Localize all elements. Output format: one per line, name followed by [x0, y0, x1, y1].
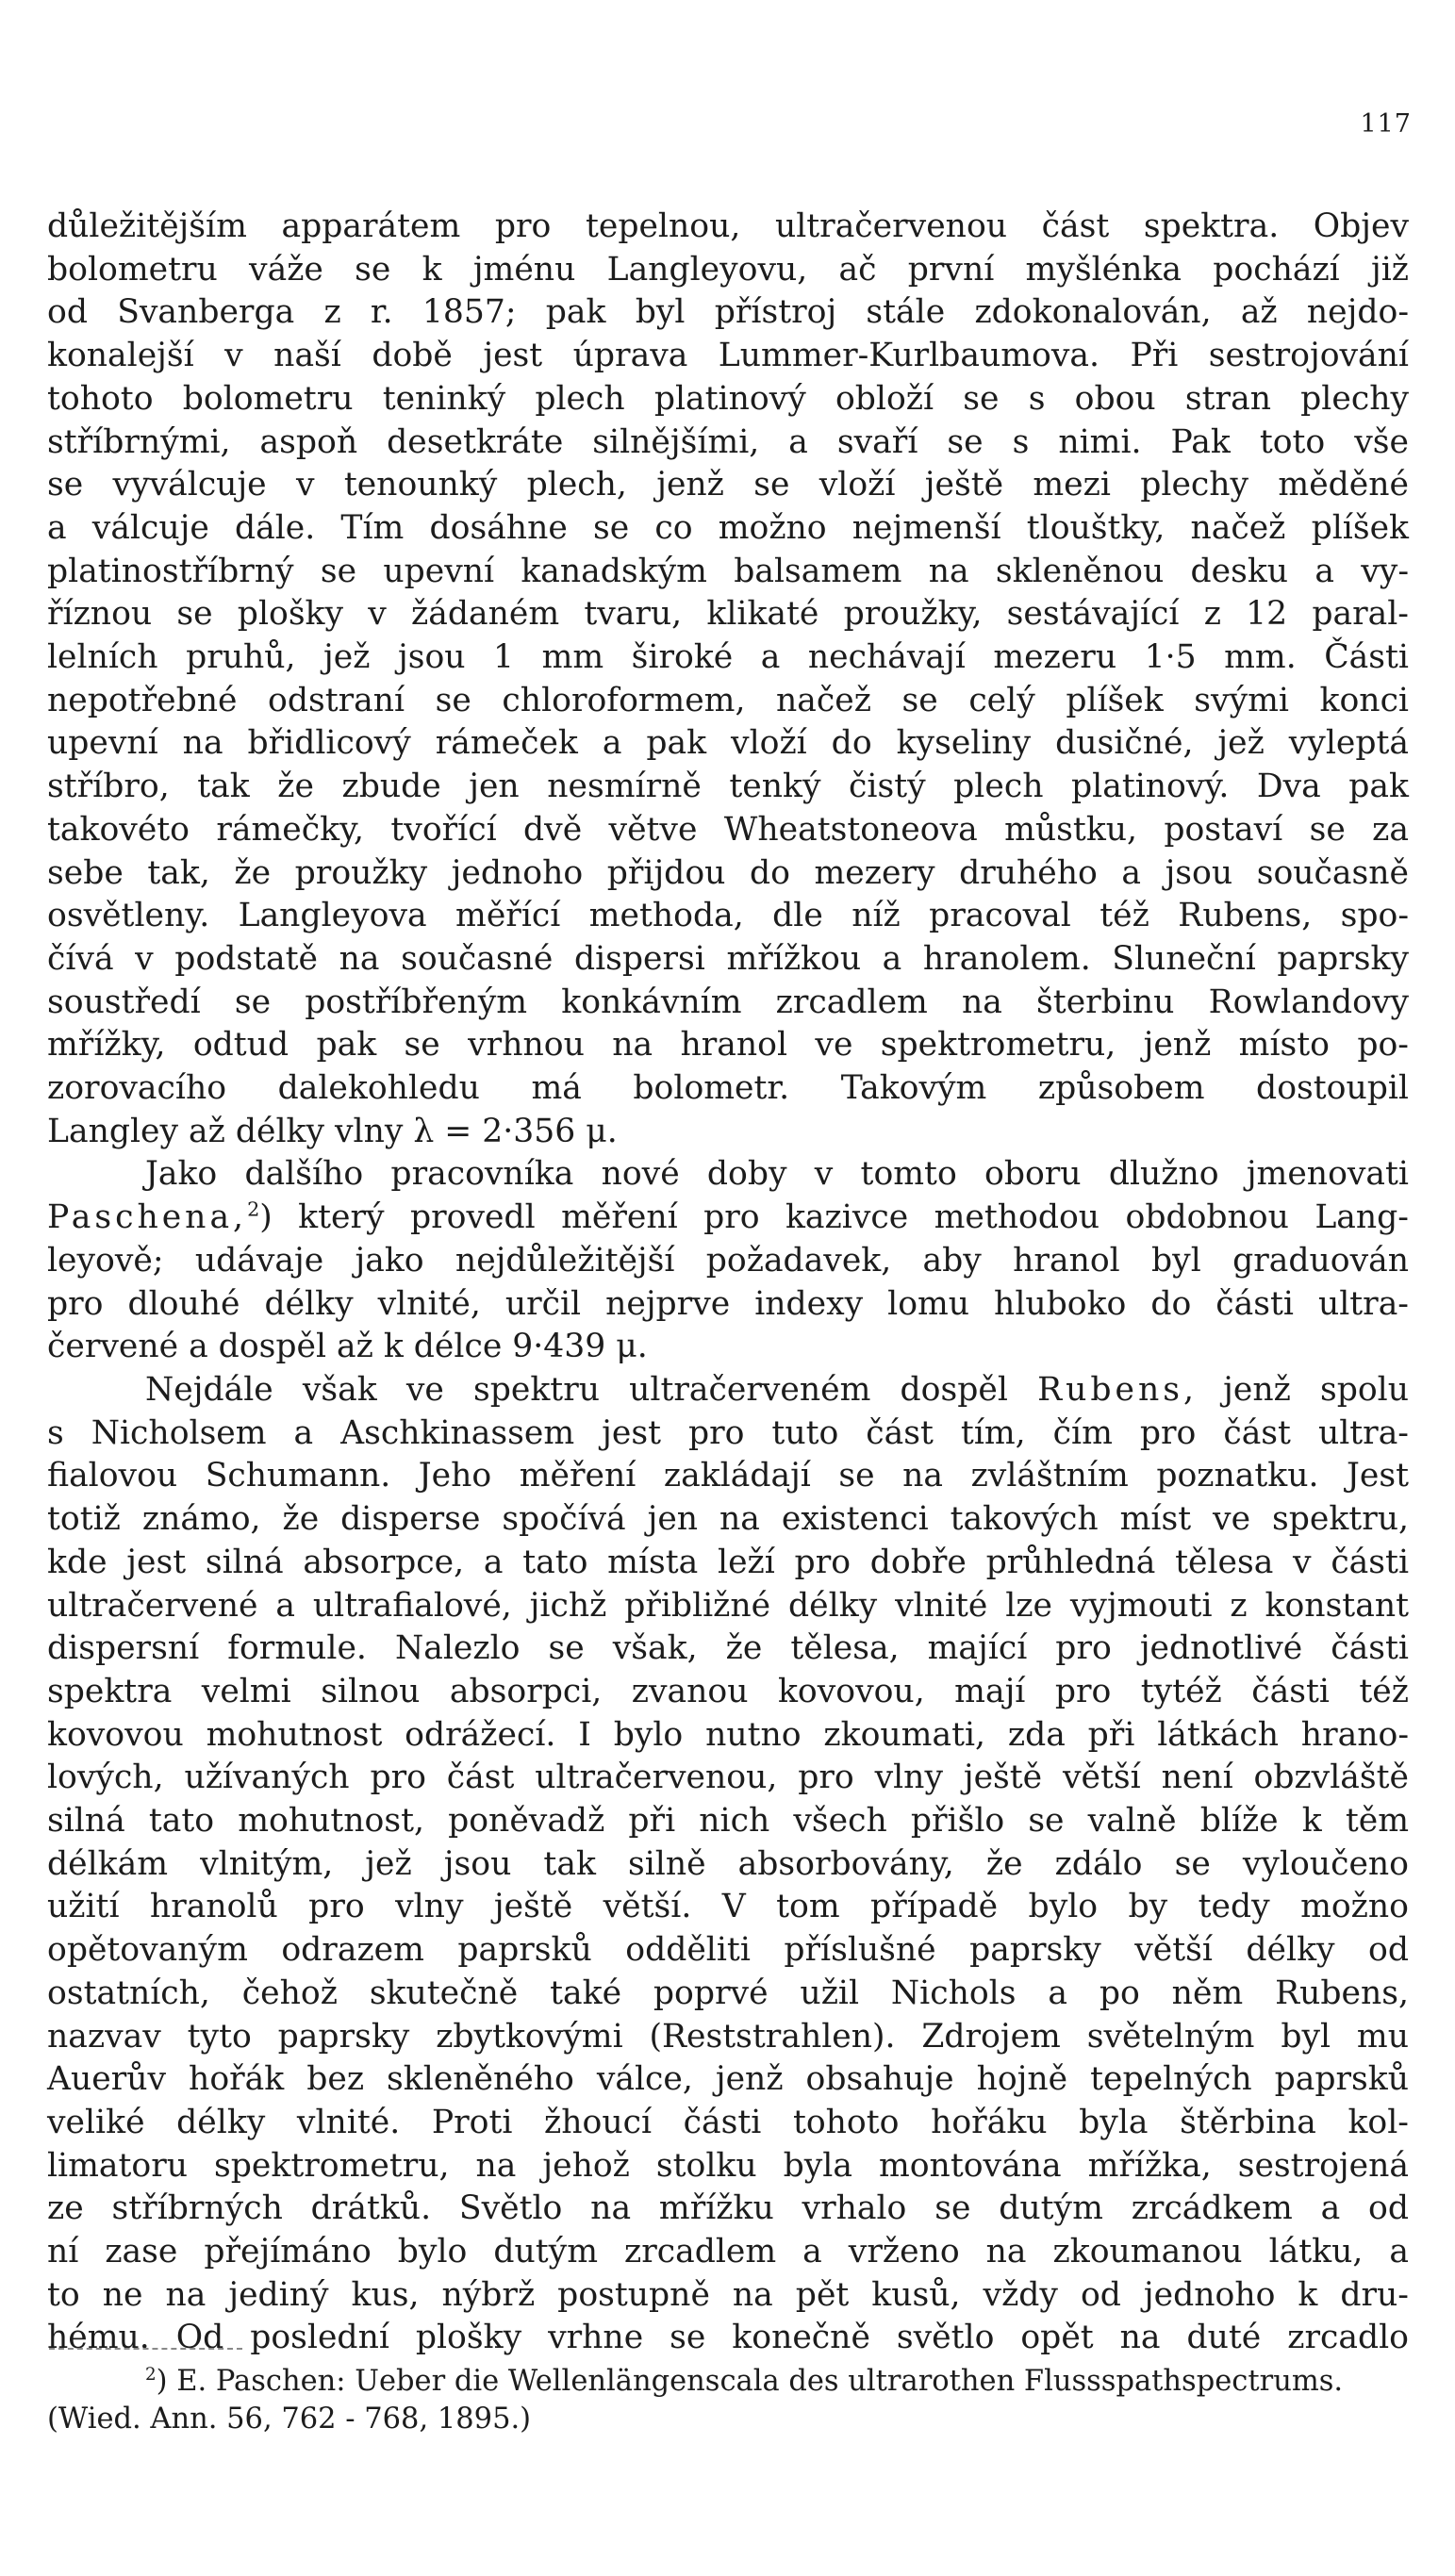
author-name-paschen: Paschena,	[47, 1198, 248, 1237]
text-fragment: , jenž spolu	[1183, 1370, 1409, 1409]
paragraph-rubens-lines	[47, 1412, 1409, 2360]
author-name-rubens: Rubens	[1037, 1370, 1183, 1409]
text-line: konalejší v naší době jest úprava Lummer-Kurlbaumova. Při sestrojování	[47, 337, 1409, 375]
text-line: takovéto rámečky, tvořící dvě větve Wheatstoneova můstku, postaví se za	[47, 810, 1409, 849]
text-line: zorovacího dalekohledu má bolometr. Takovým způsobem dostoupil	[47, 1069, 1409, 1108]
text-line: od Svanberga z r. 1857; pak byl přístroj stále zdokonalován, až nejdo-	[47, 293, 1409, 332]
text-line: Langley až délky vlny λ = 2·356 μ.	[47, 1112, 618, 1150]
text-line: stříbro, tak že zbude jen nesmírně tenký čistý plech platinový. Dva pak	[47, 768, 1409, 806]
text-line	[47, 1197, 1409, 1240]
text-line: soustředí se postříbřeným konkávním zrcadlem na šterbinu Rowlandovy	[47, 983, 1409, 1021]
text-line: délkám vlnitým, jež jsou tak silně absorbovány, že zdálo se vyloučeno	[47, 1844, 1409, 1883]
text-line: fialovou Schumann. Jeho měření zakládají se na zvláštním poznatku. Jest	[47, 1457, 1409, 1495]
text-line: s Nicholsem a Aschkinassem jest pro tuto část tím, čím pro část ultra-	[47, 1413, 1409, 1452]
text-line: nazvav tyto paprsky zbytkovými (Reststrahlen). Zdrojem světelným byl mu	[47, 2017, 1409, 2056]
text-line: lelních pruhů, jež jsou 1 mm široké a nechávají mezeru 1·5 mm. Části	[47, 638, 1409, 677]
text-line: důležitějším apparátem pro tepelnou, ultračervenou část spektra. Objev	[47, 207, 1409, 245]
text-line: veliké délky vlnité. Proti žhoucí části tohoto hořáku byla štěrbina kol-	[47, 2103, 1409, 2141]
text-line: ní zase přejímáno bylo dutým zrcadlem a vrženo na zkoumanou látku, a	[47, 2233, 1409, 2271]
text-line: stříbrnými, aspoň desetkráte silnějšími, a svaří se s nimi. Pak toto vše	[47, 422, 1409, 461]
text-line: a válcuje dále. Tím dosáhne se co možno nejmenší tlouštky, načež plíšek	[47, 508, 1409, 547]
footnote	[47, 2363, 1409, 2438]
body-text	[47, 206, 1409, 2360]
paragraph-bolometer	[47, 206, 1409, 1153]
text-line: silná tato mohutnost, poněvadž při nich všech přišlo se valně blíže k těm	[47, 1802, 1409, 1841]
text-line: Auerův hořák bez skleněného válce, jenž obsahuje hojně tepelných paprsků	[47, 2060, 1409, 2099]
text-line: spektra velmi silnou absorpci, zvanou kovovou, mají pro tytéž části též	[47, 1672, 1409, 1710]
text-line: Jako dalšího pracovníka nové doby v tomto oboru dlužno jmenovati	[145, 1155, 1409, 1194]
footnote-reference[interactable]: 2	[247, 1197, 260, 1221]
footnote-citation: ) E. Paschen: Ueber die Wellenlängenscala des ultrarothen Flussspathspectrums.	[156, 2365, 1344, 2398]
text-line: ostatních, čehož skutečně také poprvé užil Nichols a po něm Rubens,	[47, 1973, 1409, 2012]
text-line: kovovou mohutnost odrážecí. I bylo nutno zkoumati, zda při látkách hrano-	[47, 1715, 1409, 1754]
text-line: limatoru spektrometru, na jehož stolku byla montována mřížka, sestrojená	[47, 2146, 1409, 2185]
text-line: užití hranolů pro vlny ještě větší. V tom případě bylo by tedy možno	[47, 1888, 1409, 1926]
text-line: tohoto bolometru teninký plech platinový obloží se s obou stran plechy	[47, 379, 1409, 418]
text-line: platinostříbrný se upevní kanadským balsamem na skleněnou desku a vy-	[47, 552, 1409, 590]
text-line: upevní na břidlicový rámeček a pak vloží do kyseliny dusičné, jež vyleptá	[47, 724, 1409, 763]
text-line: nepotřebné odstraní se chloroformem, načež se celý plíšek svými konci	[47, 681, 1409, 719]
text-line: opětovaným odrazem paprsků odděliti příslušné paprsky větší délky od	[47, 1931, 1409, 1970]
paragraph-paschen	[47, 1153, 1409, 1369]
text-line: dispersní formule. Nalezlo se však, že tělesa, mající pro jednotlivé části	[47, 1629, 1409, 1668]
page-number: 117	[1360, 109, 1412, 139]
text-line: čívá v podstatě na současné dispersi mřížkou a hranolem. Sluneční paprsky	[47, 939, 1409, 978]
text-line: leyově; udávaje jako nejdůležitější požadavek, aby hranol byl graduován	[47, 1241, 1409, 1280]
text-line: červené a dospěl až k délce 9·439 μ.	[47, 1328, 648, 1366]
text-fragment: ) který provedl měření pro kazivce methodou obdobnou Lang-	[259, 1198, 1409, 1237]
text-line: totiž známo, že disperse spočívá jen na existenci takových míst ve spektru,	[47, 1500, 1409, 1539]
text-line: mřížky, odtud pak se vrhnou na hranol ve spektrometru, jenž místo po-	[47, 1026, 1409, 1065]
text-line	[47, 1369, 1409, 1412]
text-line: kde jest silná absorpce, a tato místa leží pro dobře průhledná tělesa v části	[47, 1543, 1409, 1581]
text-line: hému. Od poslední plošky vrhne se konečně světlo opět na duté zrcadlo	[47, 2319, 1409, 2357]
text-line: lových, užívaných pro část ultračervenou, pro vlny ještě větší není obzvláště	[47, 1759, 1409, 1797]
text-line: říznou se plošky v žádaném tvaru, klikaté proužky, sestávající z 12 paral-	[47, 595, 1409, 634]
text-line: sebe tak, že proužky jednoho přijdou do mezery druhého a jsou současně	[47, 853, 1409, 892]
footnote-divider	[49, 2348, 242, 2350]
paragraph-rubens	[47, 1369, 1409, 2360]
text-fragment: Nejdále však ve spektru ultračerveném dospěl	[145, 1370, 1008, 1409]
text-line: pro dlouhé délky vlnité, určil nejprve indexy lomu hluboko do části ultra-	[47, 1284, 1409, 1323]
text-line: bolometru váže se k jménu Langleyovu, ač první myšlénka pochází již	[47, 250, 1409, 289]
text-line: ultračervené a ultrafialové, jichž přibližné délky vlnité lze vyjmouti z konstant	[47, 1586, 1409, 1625]
footnote-line: (Wied. Ann. 56, 762 - 768, 1895.)	[47, 2403, 532, 2436]
text-line: se vyválcuje v tenounký plech, jenž se vloží ještě mezi plechy měděné	[47, 466, 1409, 504]
text-line: to ne na jediný kus, nýbrž postupně na pět kusů, vždy od jednoho k dru-	[47, 2275, 1409, 2314]
text-line: osvětleny. Langleyova měřící methoda, dle níž pracoval též Rubens, spo-	[47, 897, 1409, 935]
text-line: ze stříbrných drátků. Světlo na mřížku vrhalo se dutým zrcádkem a od	[47, 2189, 1409, 2228]
paragraph-paschen-lines	[47, 1240, 1409, 1369]
footnote-line	[47, 2363, 1409, 2401]
footnote-mark: 2	[145, 2364, 157, 2385]
